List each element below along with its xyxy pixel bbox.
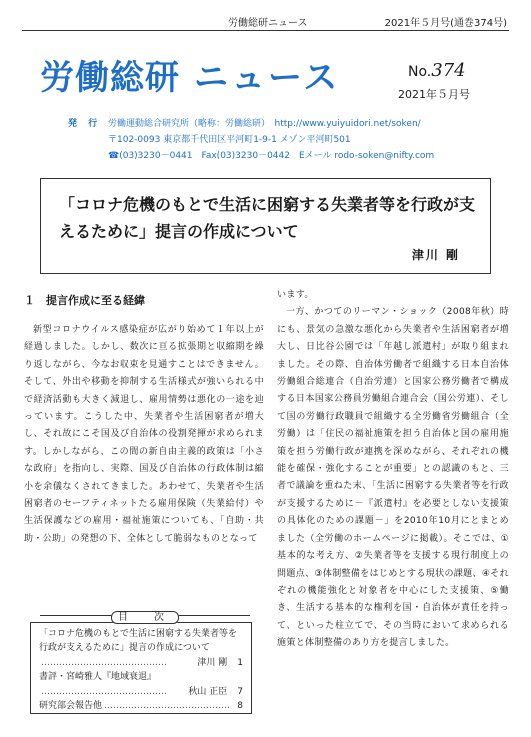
- toc-entry-text: 書評・宮崎雅人『地域衰退』: [39, 672, 157, 683]
- issue-date: 2021年５月号: [398, 88, 470, 101]
- toc-box: [30, 622, 252, 714]
- left-column: [24, 292, 264, 548]
- toc-entry-text: 研究部会報告他: [39, 701, 103, 712]
- toc-title: 目 次: [40, 608, 250, 622]
- right-paragraph: います。: [277, 290, 314, 300]
- publisher-line-1: 労働運動総合研究所（略称：労働総研） http://www.yuiyuidori.net/soken/: [108, 119, 421, 129]
- masthead-title-sub: ニュース: [194, 58, 341, 98]
- toc-entry-page: 8: [237, 701, 243, 712]
- issue-info: 2021年５月号(通巻374号): [384, 18, 507, 29]
- publisher-label: 発 行: [68, 119, 102, 129]
- article-author: 津川 剛: [411, 248, 460, 262]
- toc-entry-page: 7: [237, 686, 243, 697]
- toc-entry-author: 津川 剛: [197, 657, 228, 668]
- toc-entry-page: 1: [237, 657, 243, 668]
- toc-entry[interactable]: [39, 670, 243, 699]
- toc-entry[interactable]: [39, 699, 243, 713]
- masthead-title-main: 労働総研: [40, 58, 180, 98]
- toc-dots: ……………………………………: [41, 686, 167, 697]
- top-divider: [22, 30, 509, 31]
- toc-entry[interactable]: [39, 627, 243, 670]
- right-column: [277, 287, 509, 653]
- toc-entry-text: 「コロナ危機のもとで生活に困窮する失業者等を行政が支えるために」提言の作成について: [39, 629, 238, 654]
- article-headline: 「コロナ危機のもとで生活に困窮する失業者等を行政が支えるために」提言の作成について: [59, 195, 476, 241]
- right-paragraph: 一方、かつてのリーマン・ショック（2008年秋）時にも、景気の急激な悪化から失業者や生活困窮者が増大し、日比谷公園では「年越し派遣村」が取り組まれました。その際、自治体労働者で組織する日本自治体労働組合総連合（自治労連）と国家公務労働者で構成する日本国家公務員労働組合連合会（国公労連）、そして国の労働行政職員で組織する全労働省労働組合（全労働）は「住民の福祉施策を担う自治体と国の雇用施策を担う労働行政が連携を深めながら、それぞれの機能を確保・強化することが重要」との認識のもと、三者で議論を重ねた末、「生活に困窮する失業者等を行政が支援するために－『派遣村』を必要としない支援策の具体化のための課題－」を2010年10月にとまとめました（全労働のホームページに掲載）。そこでは、①基本的な考え方、②失業者等を支援する現行制度上の問題点、③体制整備をはじめとする現状の課題、④それぞれの機能強化と対象者を中心にした支援策、⑤働き、生活する基本的な権利を国・自治体が責任を持って、といった柱立てで、その当時において求められる施策と体制整備のあり方を提言しました。: [277, 307, 509, 649]
- issue-number-value: 374: [431, 60, 466, 81]
- publisher-line-2: 〒102-0093 東京都千代田区平河町1-9-1 メゾン平河町501: [108, 135, 351, 145]
- toc-dots: ……………………………………: [41, 657, 167, 668]
- publisher-line-3: ☎(03)3230－0441 Fax(03)3230－0442 Eメール rodo-soken@nifty.com: [108, 151, 435, 161]
- toc-dots: ……………………………………: [104, 701, 231, 712]
- section-title: １ 提言作成に至る経緯: [24, 294, 145, 307]
- toc-entry-author: 秋山 正臣: [188, 686, 228, 697]
- masthead-title: [40, 50, 340, 99]
- issue-number: [408, 60, 466, 81]
- newsletter-name: 労働総研ニュース: [228, 18, 308, 29]
- issue-number-label: No.: [408, 64, 432, 80]
- left-paragraph: 新型コロナウイルス感染症が広がり始めて１年以上が経過しました。しかし、数次に亘る拡張期と収縮期を繰り返しながら、今なお収束を見通すことはできません。そして、外出や移動を抑制する生活様式が強いられる中で経済活動も大きく減退し、雇用情勢は悪化の一途を辿っています。こうした中、失業者や生活困窮者が増大し、それ故にこそ国及び自治体の役割発揮が求められます。しかしながら、この間の新自由主義的政策は「小さな政府」を指向し、実際、国及び自治体の行政体制は縮小を余儀なくされてきました。あわせて、失業者や生活困窮者のセーフティネットたる雇用保険（失業給付）や生活保護などの雇用・福祉施策についても、「自助・共助・公助」の発想の下、全体として脆弱なものとなって: [24, 325, 264, 544]
- left-body: [24, 322, 264, 548]
- right-body: [277, 287, 509, 653]
- headline-box: [40, 178, 491, 274]
